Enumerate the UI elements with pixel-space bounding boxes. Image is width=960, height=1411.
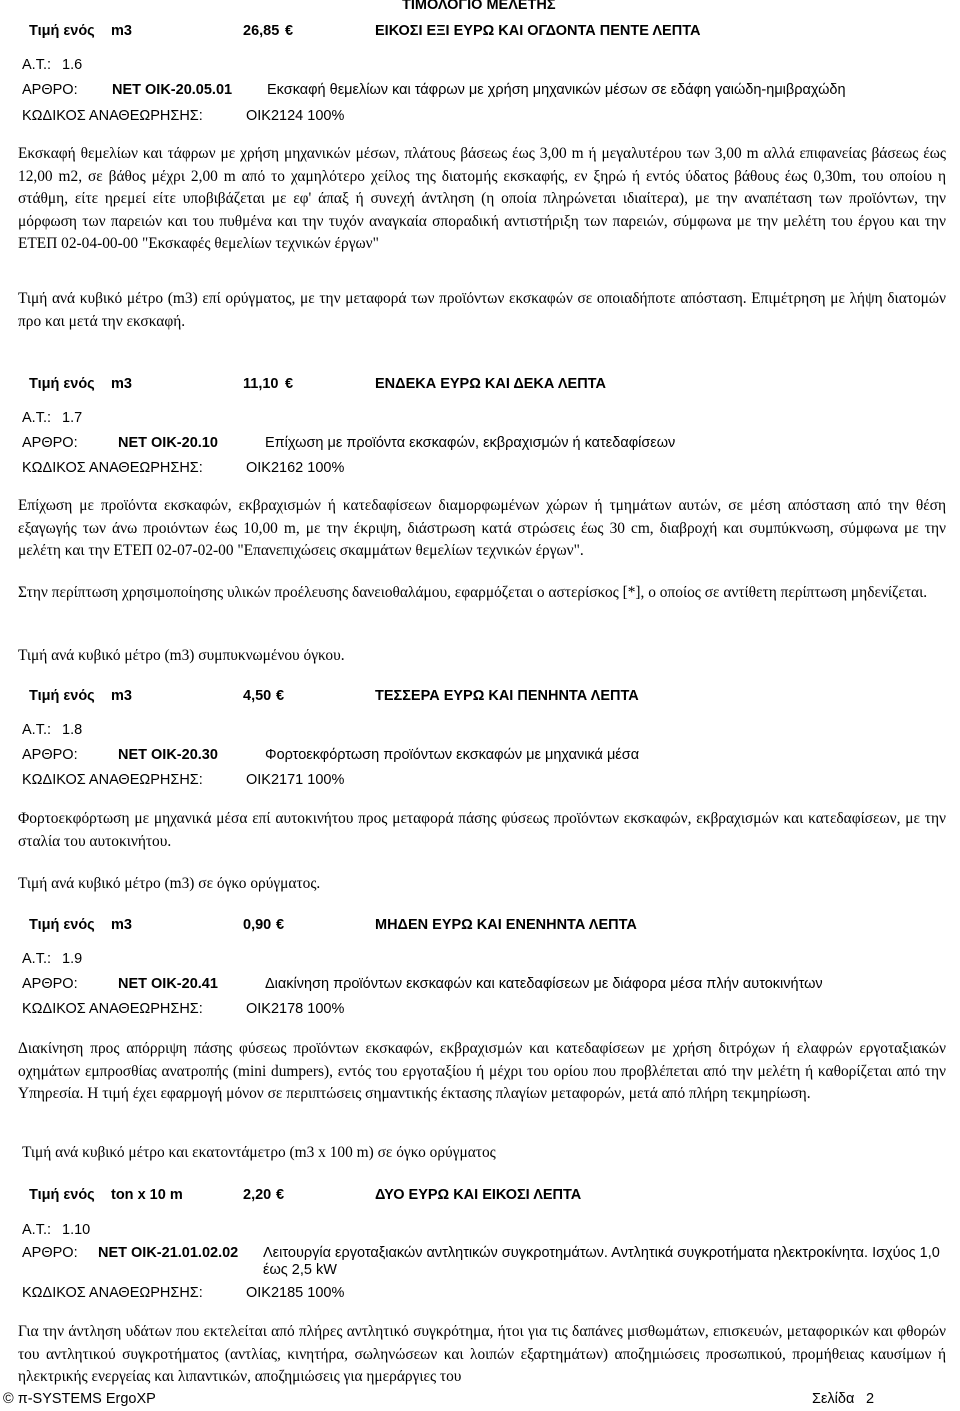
price-words: ΕΝΔΕΚΑ ΕΥΡΩ ΚΑΙ ΔΕΚΑ ΛΕΠΤΑ (375, 376, 606, 392)
at-number: 1.8 (62, 722, 83, 738)
at-label: Α.Τ.: (22, 951, 52, 967)
pricing-paragraph: Τιμή ανά κυβικό μέτρο (m3) συμπυκνωμένου όγκου. (18, 647, 345, 664)
article-label: ΑΡΘΡΟ: (22, 1245, 78, 1261)
article-title: Λειτουργία εργοταξιακών αντλητικών συγκροτημάτων. Αντλητικά συγκροτήματα ηλεκτροκίνητα. Ισχύος 1,0 έως 2,5 kW (263, 1245, 940, 1278)
price-unit: m3 (111, 917, 132, 933)
euro-icon: € (276, 917, 285, 933)
revision-code: ΟΙΚ2124 100% (246, 108, 345, 124)
revision-label: ΚΩΔΙΚΟΣ ΑΝΑΘΕΩΡΗΣΗΣ: (22, 460, 203, 476)
price-unit: m3 (111, 23, 132, 39)
revision-label: ΚΩΔΙΚΟΣ ΑΝΑΘΕΩΡΗΣΗΣ: (22, 1285, 203, 1301)
description-paragraph: Διακίνηση προς απόρριψη πάσης φύσεως προϊόντων εκσκαφών, εκβραχισμών και κατεδαφίσεων με χρήση διτρόχων ή ελαφρών εργοταξιακών οχημάτων εμπροσθίας ανατροπής (mini dumpers), εντός του εργοταξίου ή μέχρι του ορίου που προβλέπεται από την μελέτη ή καθορίζεται από την Υπηρεσία. Η τιμή έχει εφαρμογή μόνον σε περιπτώσεις σημαντικής έκτασης πλαγίων μεταφορών, μετά από πλήρη τεκμηρίωση. (18, 1040, 946, 1102)
price-amount: 0,90 (243, 917, 272, 933)
page-title: ΤΙΜΟΛΟΓΙΟ ΜΕΛΕΤΗΣ (402, 0, 556, 13)
revision-label: ΚΩΔΙΚΟΣ ΑΝΑΘΕΩΡΗΣΗΣ: (22, 1001, 203, 1017)
revision-label: ΚΩΔΙΚΟΣ ΑΝΑΘΕΩΡΗΣΗΣ: (22, 108, 203, 124)
euro-icon: € (276, 688, 285, 704)
price-words: ΜΗΔΕΝ ΕΥΡΩ ΚΑΙ ΕΝΕΝΗΝΤΑ ΛΕΠΤΑ (375, 917, 637, 933)
article-label: ΑΡΘΡΟ: (22, 435, 78, 451)
at-number: 1.9 (62, 951, 83, 967)
at-number: 1.7 (62, 410, 83, 426)
at-number: 1.6 (62, 57, 83, 73)
at-label: Α.Τ.: (22, 722, 52, 738)
article-title: Επίχωση με προϊόντα εκσκαφών, εκβραχισμών ή κατεδαφίσεων (265, 435, 676, 451)
price-words: ΔΥΟ ΕΥΡΩ ΚΑΙ ΕΙΚΟΣΙ ΛΕΠΤΑ (375, 1187, 582, 1203)
price-label: Τιμή ενός (29, 23, 95, 39)
article-code: ΝΕΤ ΟΙΚ-20.30 (118, 747, 218, 763)
price-unit: ton x 10 m (111, 1187, 183, 1203)
note-paragraph: Στην περίπτωση χρησιμοποίησης υλικών προέλευσης δανειοθαλάμου, εφαρμόζεται ο αστερίσκος [*], ο οποίος σε αντίθετη περίπτωση μηδενίζεται. (18, 584, 928, 601)
price-amount: 2,20 (243, 1187, 272, 1203)
article-code: ΝΕΤ ΟΙΚ-20.41 (118, 976, 218, 992)
page-label: Σελίδα (812, 1391, 855, 1407)
revision-code: ΟΙΚ2178 100% (246, 1001, 345, 1017)
pricing-paragraph: Τιμή ανά κυβικό μέτρο (m3) επί ορύγματος, με την μεταφορά των προϊόντων εκσκαφών σε οποιαδήποτε απόσταση. Επιμέτρηση με λήψη διατομών προ και μετά την εκσκαφή. (18, 290, 946, 330)
euro-icon: € (285, 376, 294, 392)
at-label: Α.Τ.: (22, 1222, 52, 1238)
price-unit: m3 (111, 688, 132, 704)
description-paragraph: Φορτοεκφόρτωση με μηχανικά μέσα επί αυτοκινήτου προς μεταφορά πάσης φύσεως προϊόντων εκσκαφών, εκβραχισμών και κατεδαφίσεων, με την σταλία του αυτοκινήτου. (18, 810, 946, 850)
article-label: ΑΡΘΡΟ: (22, 82, 78, 98)
article-title: Διακίνηση προϊόντων εκσκαφών και κατεδαφίσεων με διάφορα μέσα πλήν αυτοκινήτων (265, 976, 823, 992)
revision-code: ΟΙΚ2185 100% (246, 1285, 345, 1301)
article-label: ΑΡΘΡΟ: (22, 976, 78, 992)
at-number: 1.10 (62, 1222, 91, 1238)
price-unit: m3 (111, 376, 132, 392)
description-paragraph: Εκσκαφή θεμελίων και τάφρων με χρήση μηχανικών μέσων, πλάτους βάσεως έως 3,00 m ή μεγαλυτέρου των 3,00 m αλλά επιφανείας βάσεως έως 12,00 m2, σε βάθος μέχρι 2,00 m από το χαμηλότερο χείλος της διατομής εκσκαφής, εν ξηρώ ή εντός ύδατος βάθους έως 0,30m, του οποίου η στάθμη, είτε ηρεμεί είτε υποβιβάζεται με εφ' άπαξ ή συνεχή άντληση (η οποία πληρώνεται ιδιαίτερα), με την αναπέταση των προϊόντων, την μόρφωση των παρειών και του πυθμένα και την τυχόν αναγκαία σποραδική αντιστήριξη των παρειών, σύμφωνα με την μελέτη του έργου και την ΕΤΕΠ 02-04-00-00 "Εκσκαφές θεμελίων τεχνικών έργων" (18, 145, 946, 252)
article-code: ΝΕΤ ΟΙΚ-20.05.01 (112, 82, 233, 98)
pricing-paragraph: Τιμή ανά κυβικό μέτρο (m3) σε όγκο ορύγματος. (18, 875, 321, 892)
price-amount: 11,10 (243, 376, 279, 392)
article-title: Φορτοεκφόρτωση προϊόντων εκσκαφών με μηχανικά μέσα (265, 747, 640, 763)
revision-label: ΚΩΔΙΚΟΣ ΑΝΑΘΕΩΡΗΣΗΣ: (22, 772, 203, 788)
at-label: Α.Τ.: (22, 57, 52, 73)
euro-icon: € (285, 23, 294, 39)
euro-icon: € (276, 1187, 285, 1203)
copyright: © π-SYSTEMS ErgoXP (3, 1391, 156, 1407)
price-amount: 4,50 (243, 688, 272, 704)
pricing-paragraph: Τιμή ανά κυβικό μέτρο και εκατοντάμετρο (m3 x 100 m) σε όγκο ορύγματος (22, 1144, 496, 1161)
article-code: ΝΕΤ ΟΙΚ-20.10 (118, 435, 218, 451)
page-number: 2 (866, 1391, 875, 1407)
at-label: Α.Τ.: (22, 410, 52, 426)
price-words: ΤΕΣΣΕΡΑ ΕΥΡΩ ΚΑΙ ΠΕΝΗΝΤΑ ΛΕΠΤΑ (375, 688, 639, 704)
revision-code: ΟΙΚ2171 100% (246, 772, 345, 788)
article-code: ΝΕΤ ΟΙΚ-21.01.02.02 (98, 1245, 239, 1261)
revision-code: ΟΙΚ2162 100% (246, 460, 345, 476)
article-label: ΑΡΘΡΟ: (22, 747, 78, 763)
price-label: Τιμή ενός (29, 376, 95, 392)
price-amount: 26,85 (243, 23, 280, 39)
description-paragraph: Επίχωση με προϊόντα εκσκαφών, εκβραχισμών ή κατεδαφίσεων διαμορφωμένων χώρων ή τμημάτων αυτών, σε μέση απόσταση από την θέση εξαγωγής των άνω προιόντων έως 10,00 m, με την έκριψη, διάστρωση κατά στρώσεις έως 30 cm, διαβροχή και συμπύκνωση, σύμφωνα με την μελέτη και την ΕΤΕΠ 02-07-02-00 "Επανεπιχώσεις σκαμμάτων θεμελίων τεχνικών έργων". (18, 497, 946, 559)
price-label: Τιμή ενός (29, 688, 95, 704)
price-label: Τιμή ενός (29, 917, 95, 933)
description-paragraph: Για την άντληση υδάτων που εκτελείται από πλήρες αντλητικό συγκρότημα, ήτοι για τις δαπάνες μισθωμάτων, επισκευών, μεταφορικών και φθορών του αντλητικού συγκροτήματος (αντλίας, κινητήρα, σωληνώσεων και λοιπών εξαρτημάτων) αποζημιώσεις προσωπικού, προμήθειας καυσίμων ή ηλεκτρικής ενεργείας και λιπαντικών, αποζημιώσεις για ημεράργιες του (18, 1323, 946, 1385)
price-label: Τιμή ενός (29, 1187, 95, 1203)
price-words: ΕΙΚΟΣΙ ΕΞΙ ΕΥΡΩ ΚΑΙ ΟΓΔΟΝΤΑ ΠΕΝΤΕ ΛΕΠΤΑ (375, 23, 701, 39)
article-title: Εκσκαφή θεμελίων και τάφρων με χρήση μηχανικών μέσων σε εδάφη γαιώδη-ημιβραχώδη (267, 82, 846, 98)
